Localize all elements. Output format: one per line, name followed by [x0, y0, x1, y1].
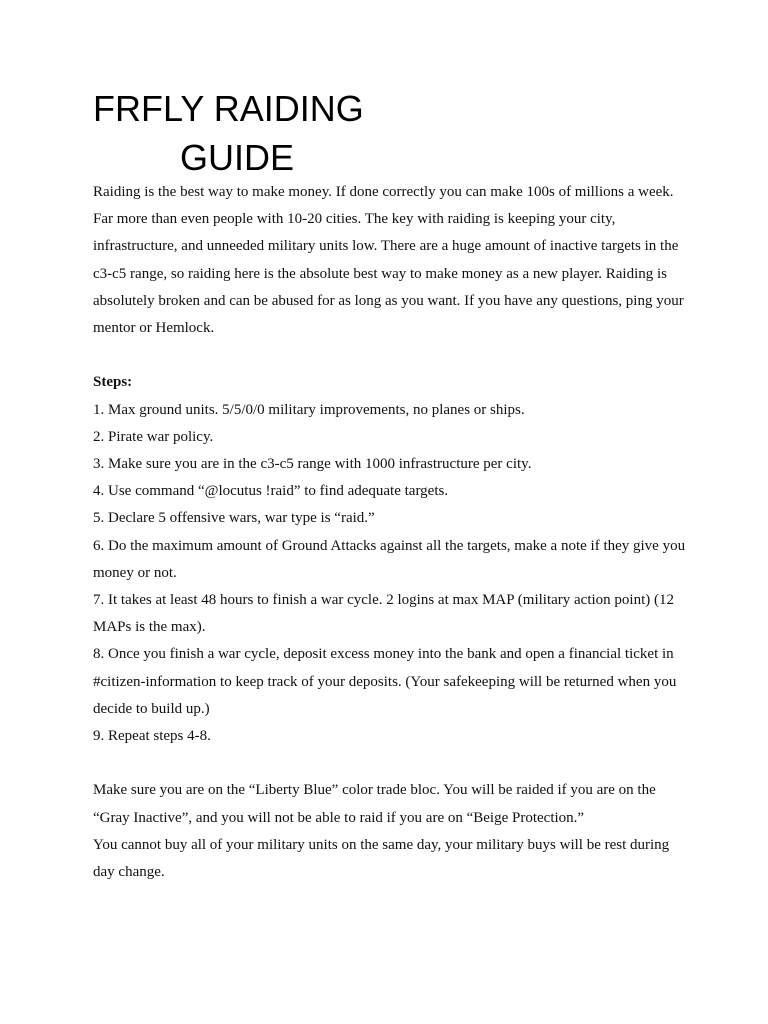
note-paragraph: Make sure you are on the “Liberty Blue” color trade bloc. You will be raided if you are on the “Gray Inactive”, and you will not be able to raid if you are on “Beige Protection.” — [93, 782, 656, 826]
paragraph-gap — [93, 342, 693, 369]
intro-paragraph: Raiding is the best way to make money. If done correctly you can make 100s of millions a week. Far more than even people with 10-20 cities. The key with raiding is keeping your city, infrastructure, and unneeded military units low. There are a huge amount of inactive targets in the c3-c5 range, so raiding here is the absolute best way to make money as a new player. Raiding is absolutely broken and can be abused for as long as you want. If you have any questions, ping your mentor or Hemlock. — [93, 184, 684, 337]
step-item: 8. Once you finish a war cycle, deposit excess money into the bank and open a financial ticket in #citizen-information to keep track of your deposits. (Your safekeeping will be returned when you decide to build up.) — [93, 646, 677, 717]
note-paragraph: You cannot buy all of your military units on the same day, your military buys will be rest during day change. — [93, 836, 670, 881]
step-item: 1. Max ground units. 5/5/0/0 military improvements, no planes or ships. — [93, 401, 525, 418]
document-title-line-1: FRFLY RAIDING — [93, 88, 364, 129]
step-item: 3. Make sure you are in the c3-c5 range with 1000 infrastructure per city. — [93, 456, 532, 473]
steps-heading: Steps: — [93, 374, 133, 391]
paragraph-gap — [93, 750, 693, 777]
step-item: 7. It takes at least 48 hours to finish a war cycle. 2 logins at max MAP (military action point) (12 MAPs is the max). — [93, 592, 674, 636]
step-item: 6. Do the maximum amount of Ground Attacks against all the targets, make a note if they give you money or not. — [93, 537, 686, 581]
step-item: 4. Use command “@locutus !raid” to find adequate targets. — [93, 483, 449, 500]
step-item: 2. Pirate war policy. — [93, 428, 214, 445]
step-item: 5. Declare 5 offensive wars, war type is “raid.” — [93, 510, 375, 527]
step-item: 9. Repeat steps 4-8. — [93, 728, 211, 745]
document-body — [93, 179, 693, 886]
document-title-line-2: GUIDE — [180, 137, 295, 178]
